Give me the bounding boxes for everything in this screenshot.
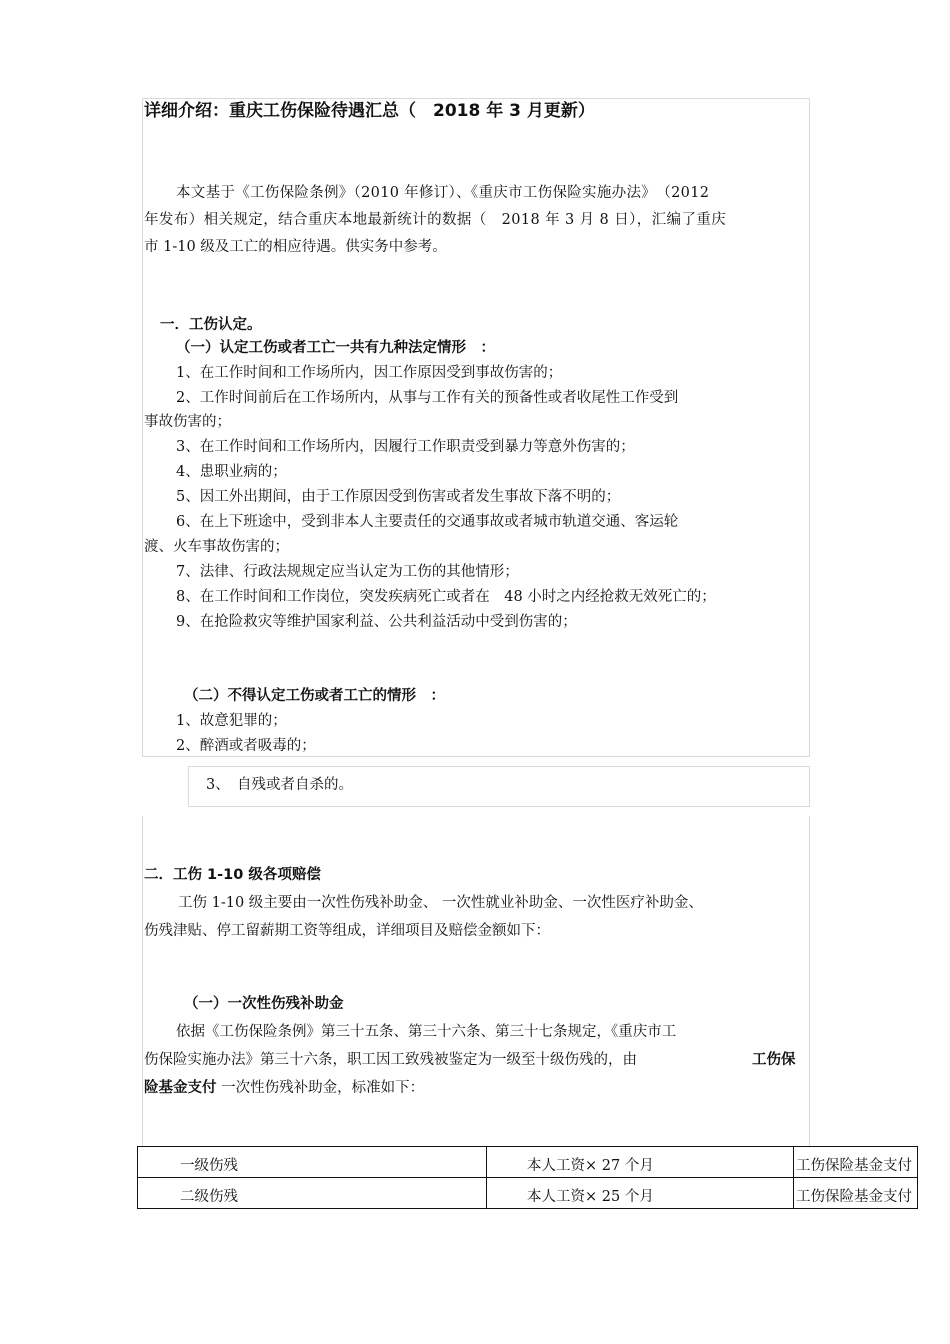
table-row — [138, 1178, 918, 1209]
situation-item: 4、患职业病的； — [176, 464, 287, 480]
section2-sub1-tail: 一次性伤残补助金，标准如下： — [216, 1080, 425, 1096]
table-row — [138, 1147, 918, 1178]
exclusion-item: 1、故意犯罪的； — [176, 713, 287, 729]
intro-line-1: 本文基于《工伤保险条例》（2010 年修订）、《重庆市工伤保险实施办法》 （2012 — [176, 185, 710, 201]
situation-item: 8、在工作时间和工作岗位，突发疾病死亡或者在 48 小时之内经抢救无效死亡的； — [176, 589, 716, 605]
table-cell-payer: 工伤保险基金支付 — [794, 1178, 918, 1209]
table-cell-amount: 本人工资× 27 个月 — [487, 1147, 794, 1178]
section1-sub2-heading: （二）不得认定工伤或者工亡的情形 ： — [184, 688, 445, 704]
table-cell-grade: 一级伤残 — [138, 1147, 487, 1178]
section2-sub1-heading: （一）一次性伤残补助金 — [184, 996, 344, 1012]
situation-item: 5、因工外出期间，由于工作原因受到伤害或者发生事故下落不明的； — [176, 489, 621, 505]
section1-heading: 一．工伤认定。 — [160, 317, 262, 333]
section2-sub1-line-1: 依据《工伤保险条例》第三十五条、第三十六条、第三十七条规定，《重庆市工 — [176, 1024, 677, 1040]
document-title: 详细介绍：重庆工伤保险待遇汇总（ 2018 年 3 月更新） — [144, 101, 595, 121]
section2-intro-line-2: 伤残津贴、停工留薪期工资等组成，详细项目及赔偿金额如下： — [144, 923, 550, 939]
section2-intro-line-1: 工伤 1-10 级主要由一次性伤残补助金、 一次性就业补助金、一次性医疗补助金、 — [178, 895, 703, 911]
section2-sub1-bold-a: 工伤保 — [752, 1052, 796, 1068]
exclusion-item: 3、 自残或者自杀的。 — [206, 777, 353, 793]
table-cell-amount: 本人工资× 25 个月 — [487, 1178, 794, 1209]
situation-item: 渡、火车事故伤害的； — [144, 539, 289, 555]
situation-item: 9、在抢险救灾等维护国家利益、公共利益活动中受到伤害的； — [176, 614, 577, 630]
disability-compensation-table — [137, 1146, 918, 1209]
situation-item: 事故伤害的； — [144, 414, 231, 430]
section1-sub1-heading: （一）认定工伤或者工亡一共有九种法定情形 ： — [176, 340, 495, 356]
situation-item: 1、在工作时间和工作场所内，因工作原因受到事故伤害的； — [176, 365, 563, 381]
situation-item: 6、在上下班途中，受到非本人主要责任的交通事故或者城市轨道交通、客运轮 — [176, 514, 679, 530]
section2-sub1-line-2: 伤保险实施办法》第三十六条，职工因工致残被鉴定为一级至十级伤残的，由 — [144, 1052, 637, 1068]
intro-line-2: 年发布）相关规定，结合重庆本地最新统计的数据（ 2018 年 3 月 8 日），汇编了重庆 — [144, 212, 727, 228]
situation-item: 2、工作时间前后在工作场所内，从事与工作有关的预备性或者收尾性工作受到 — [176, 390, 679, 406]
exclusion-item: 2、醉酒或者吸毒的； — [176, 738, 316, 754]
situation-item: 3、在工作时间和工作场所内，因履行工作职责受到暴力等意外伤害的； — [176, 439, 635, 455]
table-cell-payer: 工伤保险基金支付 — [794, 1147, 918, 1178]
section2-heading: 二．工伤 1-10 级各项赔偿 — [144, 867, 321, 883]
section2-sub1-line-3 — [144, 1078, 424, 1098]
situation-item: 7、法律、行政法规规定应当认定为工伤的其他情形； — [176, 564, 519, 580]
table-cell-grade: 二级伤残 — [138, 1178, 487, 1209]
section2-sub1-bold-b: 险基金支付 — [144, 1080, 217, 1096]
intro-line-3: 市 1-10 级及工亡的相应待遇。供实务中参考。 — [144, 239, 447, 255]
